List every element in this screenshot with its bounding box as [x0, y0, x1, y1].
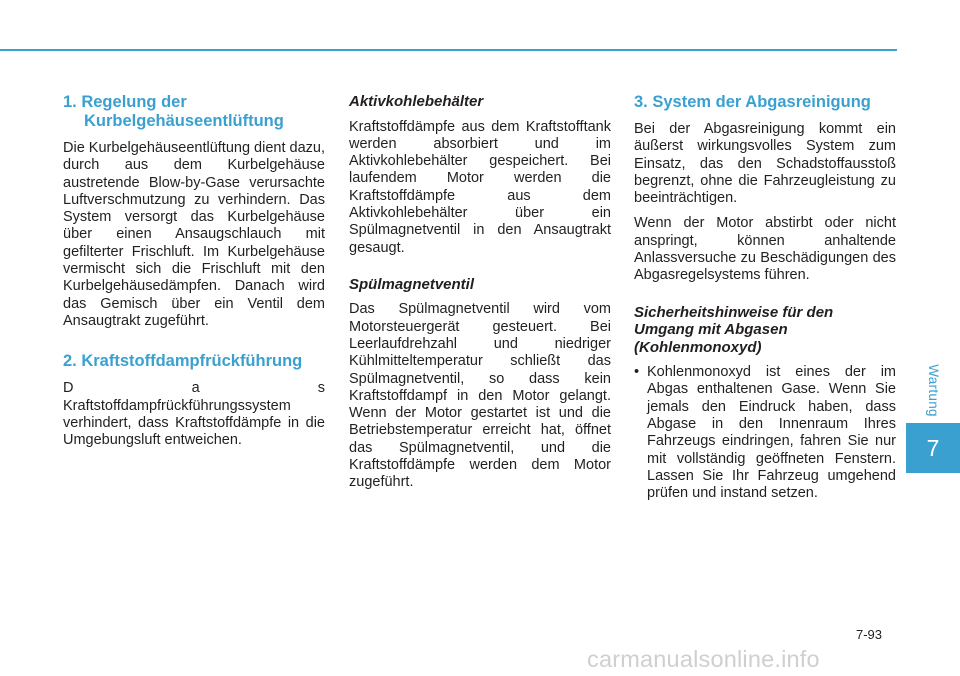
watermark: carmanualsonline.info [587, 646, 820, 672]
safety-bullet-list [634, 364, 896, 502]
heading-purge-valve: Spülmagnetventil [349, 275, 475, 293]
heading-carbon-canister: Aktivkohlebehälter [349, 93, 484, 110]
column-left [63, 93, 325, 457]
column-right [634, 93, 896, 503]
heading-exhaust-safety: Sicherheitshinweise für den Umgang mit Abgasen (Kohlenmonoxyd) [634, 303, 834, 356]
bullet-text: Kohlenmonoxyd ist eines der im Abgas enthaltenen Gase. Wenn Sie jemals den Eindruck haben, dass Abgase in den Innenraum Ihres Fahrzeugs eindringen, fahren Sie nur mit vollständig geöffneten Fenstern. Lassen Sie Ihr Fahrzeug umgehend prüfen und instand setzen. [647, 364, 896, 502]
section-side-label [918, 360, 948, 420]
list-item [634, 364, 896, 502]
paragraph-fuel-vapor-recovery: D a s Kraftstoffdampfrückführungssystem verhindert, dass Kraftstoffdämpfe in die Umgebungsluft entweichen. [63, 380, 325, 449]
header-rule [0, 49, 897, 51]
paragraph-purge-valve: Das Spülmagnetventil wird vom Motorsteuergerät gesteuert. Bei Leerlaufdrehzahl und niedriger Kühlmitteltemperatur schließt das Spülmagnetventil, so dass kein Kraftstoffdampf in den Motor gelangt. Wenn der Motor gestartet ist und die Betriebstemperatur erreicht hat, öffnet das Spülmagnetventil, und die Kraftstoffdämpfe werden dem Motor zugeführt. [349, 301, 611, 491]
paragraph-engine-stall: Wenn der Motor abstirbt oder nicht anspringt, können anhaltende Anlassversuche zu Beschädigungen des Abgasregelsystems führen. [634, 215, 896, 284]
column-middle [349, 93, 611, 500]
heading-fuel-vapor-recovery: 2. Kraftstoffdampfrückführung [63, 352, 303, 371]
paragraph-crankcase-ventilation: Die Kurbelgehäuseentlüftung dient dazu, durch aus dem Kurbelgehäuse austretende Blow-by-Gase verursachte Luftverschmutzung zu verhindern. Das System versorgt das Kurbelgehäuse über einen Ansaugschlauch mit gefilterter Frischluft. Im Kurbelgehäuse vermischt sich die Frischluft mit den Kurbelgehäusedämpfen. Danach wird das Gemisch über ein Ventil dem Ansaugtrakt zugeführt. [63, 140, 325, 329]
paragraph-carbon-canister: Kraftstoffdämpfe aus dem Kraftstofftank werden absorbiert und im Aktivkohlebehälter gespeichert. Bei laufendem Motor werden die Kraftstoffdämpfe aus dem Aktivkohlebehälter über ein Spülmagnetventil in den Ansaugtrakt gesaugt. [349, 118, 611, 256]
chapter-tab [906, 423, 960, 473]
bullet-icon: • [634, 364, 640, 381]
page-number: 7-93 [856, 627, 883, 642]
heading-exhaust-system: 3. System der Abgasreinigung [634, 93, 871, 111]
heading-crankcase-ventilation: 1. Regelung der Kurbelgehäuseentlüftung [63, 93, 284, 130]
chapter-number: 7 [926, 434, 940, 461]
paragraph-exhaust-system: Bei der Abgasreinigung kommt ein äußerst wirkungsvolles System zum Einsatz, das den Schadstoffausstoß begrenzt, ohne die Fahrzeugleistung zu beeinträchtigen. [634, 121, 896, 207]
section-label-text: Wartung [925, 363, 941, 417]
